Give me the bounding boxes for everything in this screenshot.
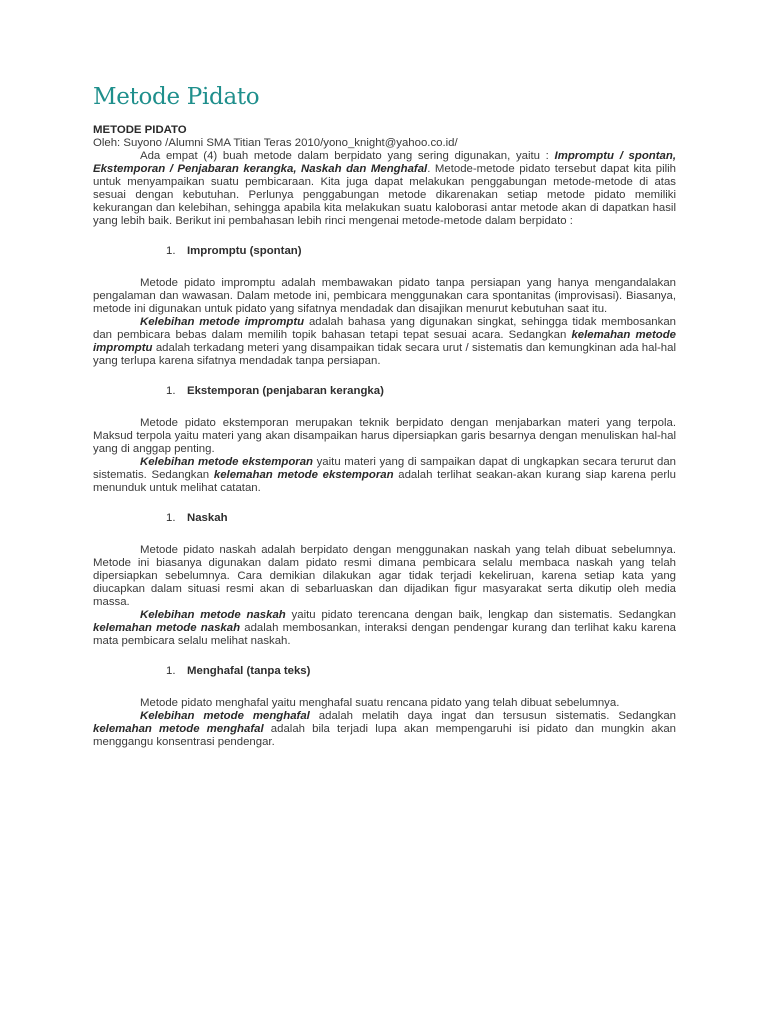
list-number: 1. bbox=[166, 665, 176, 677]
intro-text: Ada empat (4) buah metode dalam berpidato yang sering digunakan, yaitu : bbox=[140, 150, 555, 162]
document-page bbox=[93, 82, 676, 749]
intro-methods-emphasis: Impromptu / spontan, Ekstemporan / Penjabaran kerangka, Naskah dan Menghafal bbox=[93, 150, 676, 175]
pro-label: Kelebihan metode naskah bbox=[140, 609, 286, 621]
intro-paragraph bbox=[93, 150, 676, 228]
section-title: Naskah bbox=[187, 512, 228, 524]
con-text: adalah bila terjadi lupa akan mempengaruhi isi pidato dan mungkin akan menggangu konsentrasi pendengar. bbox=[93, 723, 676, 748]
section-body: Metode pidato naskah adalah berpidato dengan menggunakan naskah yang telah dibuat sebelumnya. Metode ini biasanya digunakan dalam pidato resmi dimana pembicara selalu membaca naskah yang telah dipersiapkan sebelumnya. Cara demikian dilakukan agar tidak terjadi kekeliruan, karena setiap kata yang diucapkan dalam situasi resmi akan di sebarluaskan dan dijadikan figur masyarakat serta dikutip oleh media massa. bbox=[93, 544, 676, 608]
list-number: 1. bbox=[166, 245, 176, 257]
section-heading-impromptu bbox=[166, 245, 676, 258]
section-pros-cons bbox=[93, 609, 676, 648]
section-body: Metode pidato ekstemporan merupakan teknik berpidato dengan menjabarkan materi yang terpola. Maksud terpola yaitu materi yang akan disampaikan harus dipersiapkan garis besarnya dengan menuliskan hal-hal yang di anggap penting. bbox=[93, 417, 676, 455]
section-pros-cons bbox=[93, 456, 676, 495]
pro-text: adalah melatih daya ingat dan tersusun sistematis. Sedangkan bbox=[309, 710, 677, 722]
pro-label: Kelebihan metode ekstemporan bbox=[140, 456, 314, 468]
section-title: Ekstemporan (penjabaran kerangka) bbox=[187, 385, 384, 397]
section-body: Metode pidato impromptu adalah membawakan pidato tanpa persiapan yang hanya mengandalakan pengalaman dan wawasan. Dalam metode ini, pembicara menggunakan cara spontanitas (improvisasi). Biasanya, metode ini digunakan untuk pidato yang sifatnya mendadak dan disajikan menurut kebutuhan saat itu. bbox=[93, 277, 676, 315]
section-title: Impromptu (spontan) bbox=[187, 245, 302, 257]
section-heading-naskah bbox=[166, 512, 676, 525]
page-title: Metode Pidato bbox=[93, 84, 260, 110]
pro-text: yaitu pidato terencana dengan baik, lengkap dan sistematis. Sedangkan bbox=[285, 609, 676, 621]
con-label: kelemahan metode ekstemporan bbox=[213, 469, 394, 481]
intro-text-rest: . Metode-metode pidato tersebut dapat kita pilih untuk menyampaikan suatu pembicaraan. Kita juga dapat melakukan penggabungan metode-metode di atas sesuai dengan kebutuhan. Perlunya penggabungan metode dikarenakan setiap metode pidato memiliki kekurangan dan kelebihan, sehingga apabila kita melakukan suatu kaloborasi antar metode akan di dapatkan hasil yang lebih baik. Berikut ini pembahasan lebih rinci mengenai metode-metode dalam berpidato : bbox=[93, 163, 676, 227]
section-pros-cons bbox=[93, 316, 676, 368]
list-number: 1. bbox=[166, 385, 176, 397]
con-text: adalah membosankan, interaksi dengan pendengar kurang dan terlihat kaku karena mata pembicara selalu melihat naskah. bbox=[93, 622, 676, 647]
pro-label: Kelebihan metode menghafal bbox=[140, 710, 310, 722]
list-number: 1. bbox=[166, 512, 176, 524]
con-label: kelemahan metode naskah bbox=[93, 622, 241, 634]
section-pros-cons bbox=[93, 710, 676, 749]
pro-text: yaitu materi yang di sampaikan dapat di ungkapkan secara terurut dan sistematis. Sedangkan bbox=[93, 456, 676, 481]
con-label: kelemahan metode impromptu bbox=[93, 329, 676, 354]
pro-label: Kelebihan metode impromptu bbox=[140, 316, 305, 328]
section-title: Menghafal (tanpa teks) bbox=[187, 665, 311, 677]
con-label: kelemahan metode menghafal bbox=[93, 723, 264, 735]
section-heading-menghafal bbox=[166, 665, 676, 678]
document-heading: METODE PIDATO bbox=[93, 124, 187, 136]
byline: Oleh: Suyono /Alumni SMA Titian Teras 2010/yono_knight@yahoo.co.id/ bbox=[93, 137, 458, 149]
section-heading-ekstemporan bbox=[166, 385, 676, 398]
section-body: Metode pidato menghafal yaitu menghafal suatu rencana pidato yang telah dibuat sebelumnya. bbox=[140, 697, 620, 709]
pro-text: adalah bahasa yang digunakan singkat, sehingga tidak membosankan dan pembicara bebas dalam memilih topik bahasan tetapi tepat sesuai acara. Sedangkan bbox=[93, 316, 677, 341]
con-text: adalah terlihat seakan-akan kurang siap karena perlu menunduk untuk melihat catatan. bbox=[93, 469, 676, 494]
con-text: adalah terkadang meteri yang disampaikan tidak secara urut / sistematis dan kemungkinan ada hal-hal yang terlupa karena sifatnya mendadak tanpa persiapan. bbox=[93, 342, 676, 367]
